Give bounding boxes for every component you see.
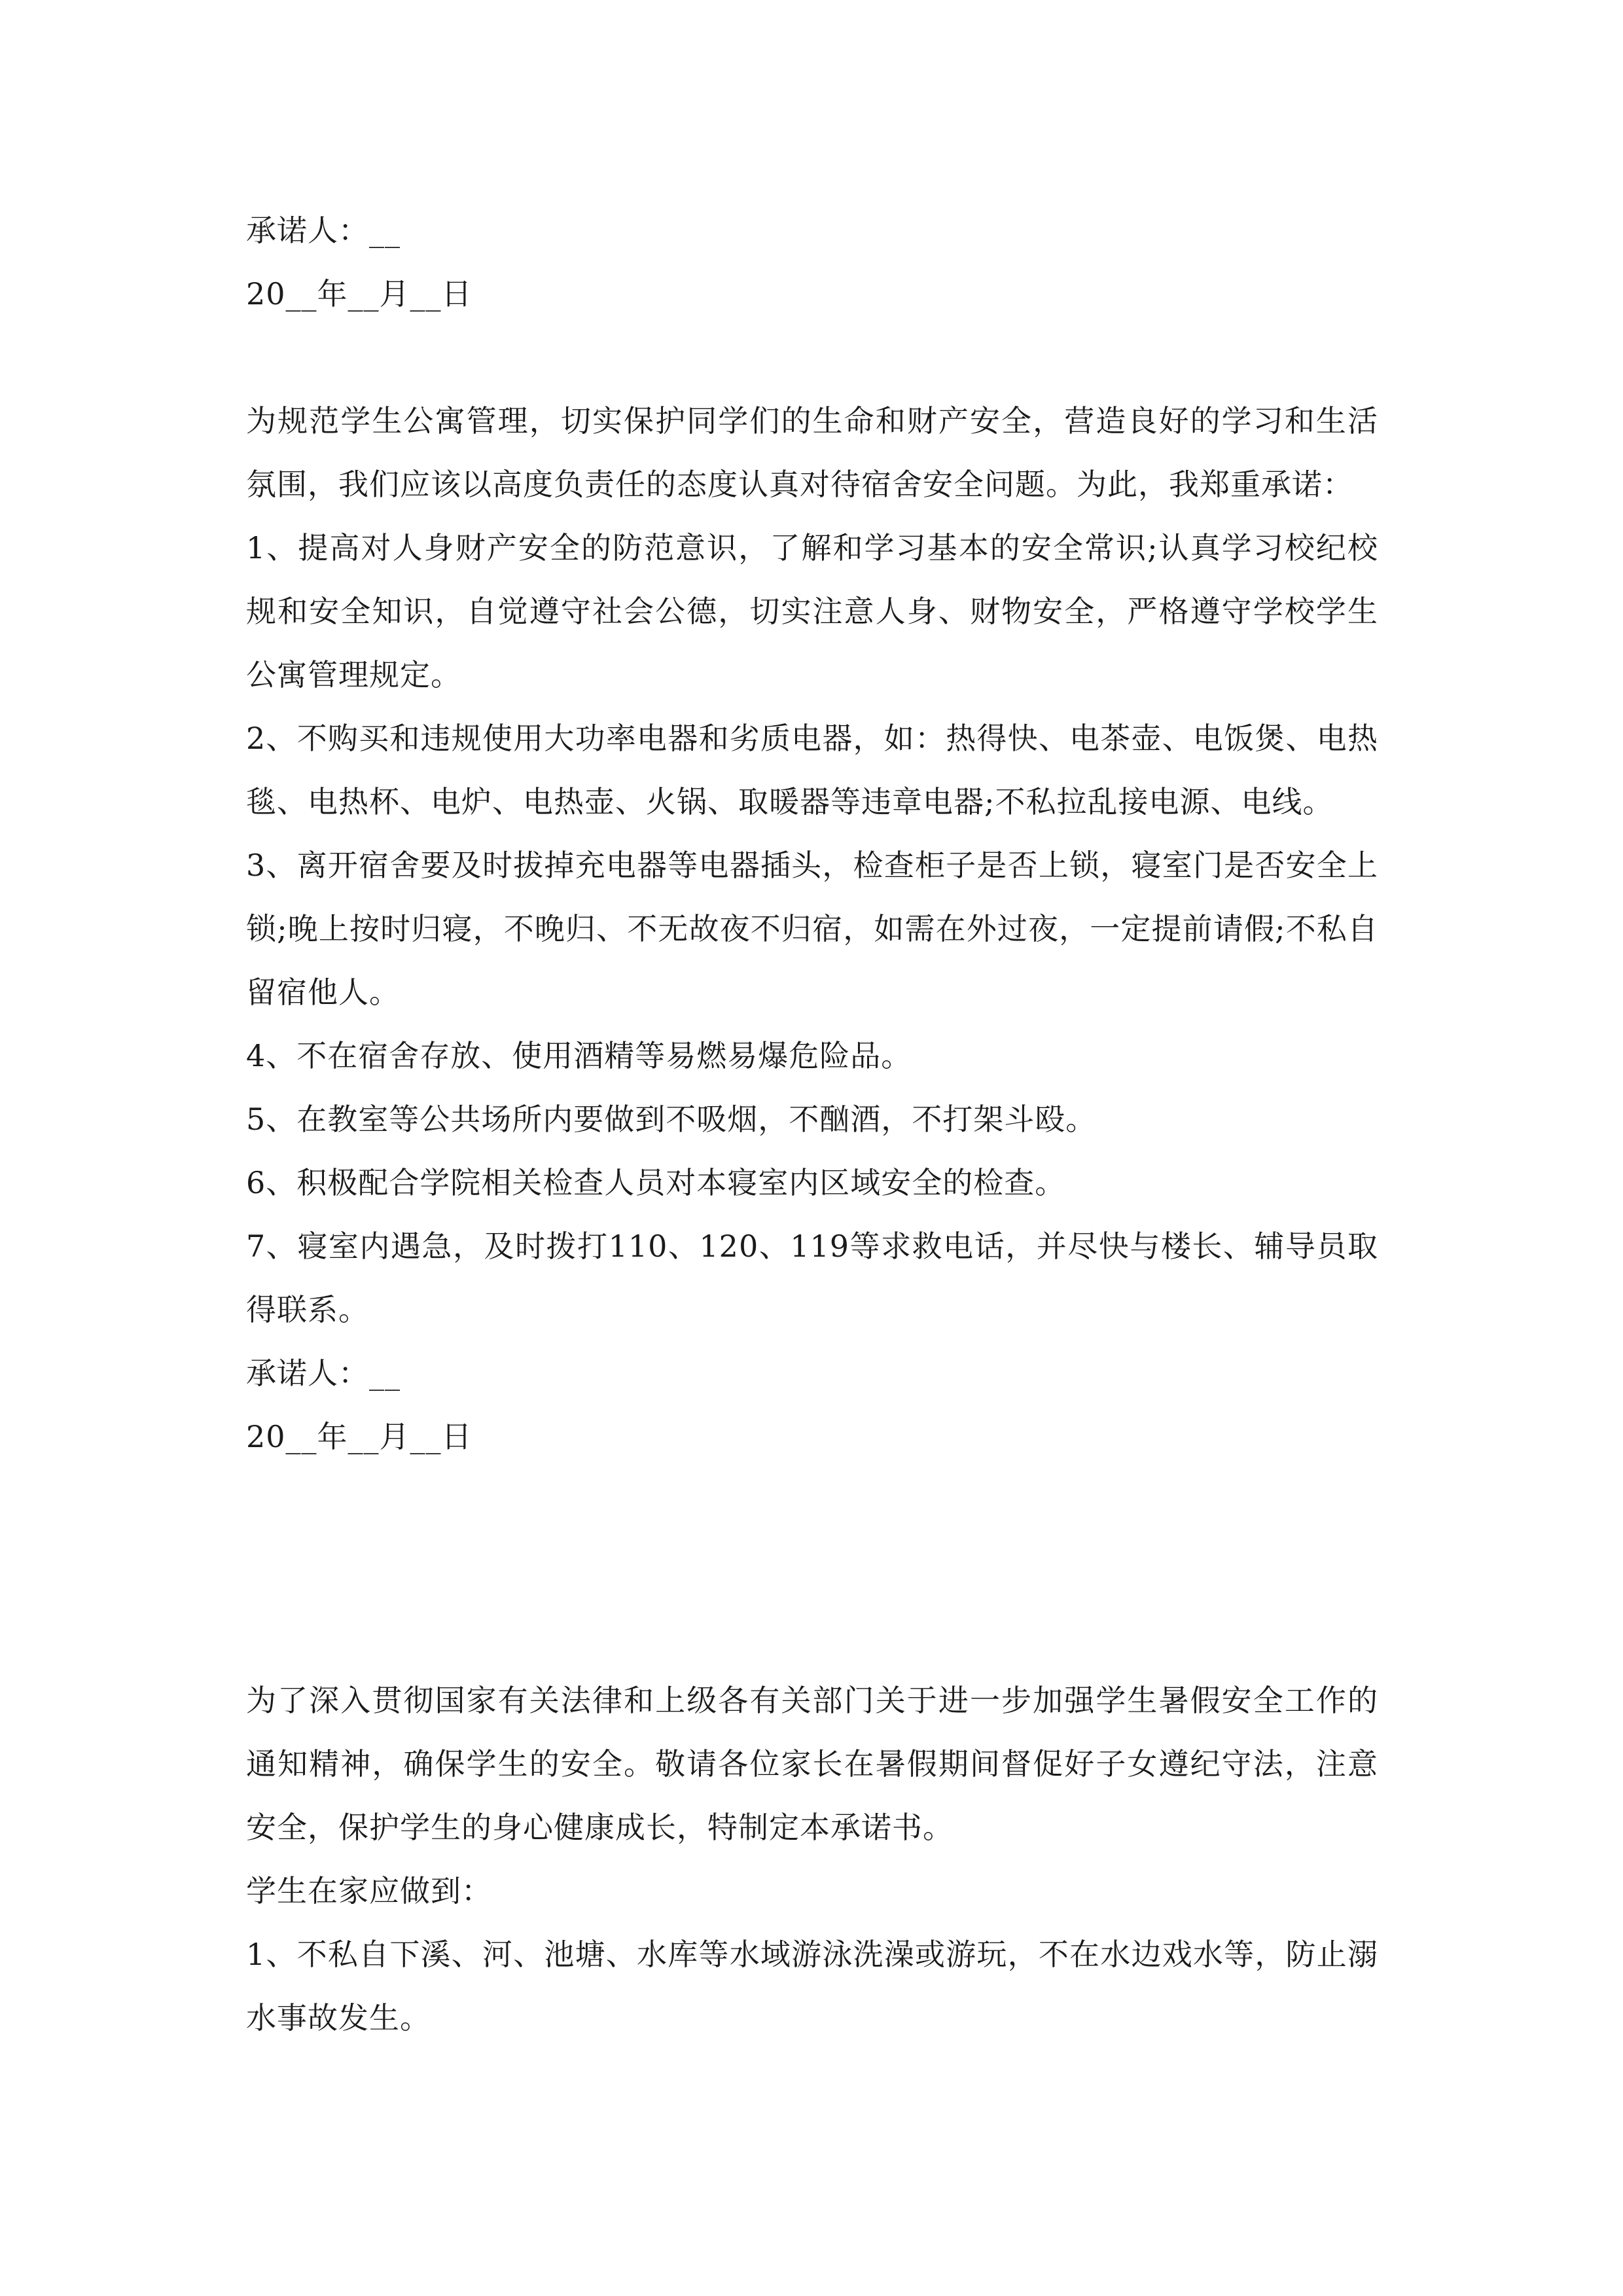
section-1 [246,199,1378,326]
summer-pledge-intro: 为了深入贯彻国家有关法律和上级各有关部门关于进一步加强学生暑假安全工作的通知精神，确保学生的安全。敬请各位家长在暑假期间督促好子女遵纪守法，注意安全，保护学生的身心健康成长，特制定本承诺书。 [246,1683,1378,1845]
signer-line: 承诺人：__ [246,213,401,248]
pledge-item-3: 3、离开宿舍要及时拔掉充电器等电器插头，检查柜子是否上锁，寝室门是否安全上锁;晚上按时归寝，不晚归、不无故夜不归宿，如需在外过夜，一定提前请假;不私自留宿他人。 [246,848,1378,1010]
section-subheading: 学生在家应做到： [246,1873,492,1909]
pledge-item-6: 6、积极配合学院相关检查人员对本寝室内区域安全的检查。 [246,1165,1066,1200]
date-line: 20__年__月__日 [246,1419,473,1454]
pledge-item-2: 2、不购买和违规使用大功率电器和劣质电器，如：热得快、电茶壶、电饭煲、电热毯、电热杯、电炉、电热壶、火锅、取暖器等违章电器;不私拉乱接电源、电线。 [246,721,1378,819]
pledge-item-4: 4、不在宿舍存放、使用酒精等易燃易爆危险品。 [246,1038,912,1073]
section-3 [246,1669,1378,2050]
signer-line: 承诺人：__ [246,1355,401,1391]
pledge-item-1: 1、提高对人身财产安全的防范意识，了解和学习基本的安全常识;认真学习校纪校规和安全知识，自觉遵守社会公德，切实注意人身、财物安全，严格遵守学校学生公寓管理规定。 [246,530,1378,692]
pledge-item-7: 7、寝室内遇急，及时拨打110、120、119等求救电话，并尽快与楼长、辅导员取得联系。 [246,1229,1378,1327]
dorm-pledge-intro: 为规范学生公寓管理，切实保护同学们的生命和财产安全，营造良好的学习和生活氛围，我们应该以高度负责任的态度认真对待宿舍安全问题。为此，我郑重承诺： [246,403,1378,502]
summer-item-1: 1、不私自下溪、河、池塘、水库等水域游泳洗澡或游玩，不在水边戏水等，防止溺水事故发生。 [246,1937,1378,2036]
section-2 [246,389,1378,1469]
date-line: 20__年__月__日 [246,276,473,312]
pledge-item-5: 5、在教室等公共场所内要做到不吸烟，不酗酒，不打架斗殴。 [246,1102,1097,1137]
